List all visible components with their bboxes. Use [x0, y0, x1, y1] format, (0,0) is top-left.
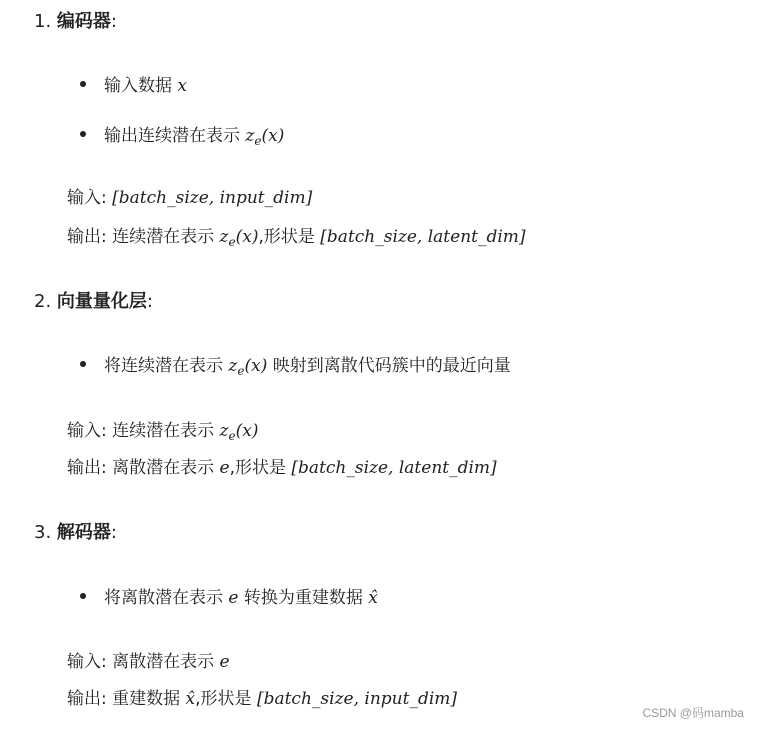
section-name: 解码器 [56, 522, 111, 543]
section-number: 2. [34, 291, 52, 312]
input-line: 输入: [batch_size, input_dim] [67, 188, 313, 208]
bullet-item: 将连续潜在表示 $z_e(x)$ 映射到离散代码簇中的最近向量 [80, 354, 511, 383]
input-line: 输入: 离散潜在表示 e [67, 652, 230, 672]
output-line: 输出: 重建数据 x̂,形状是 [batch_size, input_dim] [67, 689, 458, 709]
bullet-dot-icon [80, 361, 86, 367]
bullet-dot-icon [80, 81, 86, 87]
bullet-dot-icon [80, 131, 86, 137]
input-line: 输入: 连续潜在表示 $z_e(x)$ [67, 421, 259, 443]
section-number: 3. [34, 522, 52, 543]
watermark: CSDN @码mamba [642, 706, 744, 720]
section-title-encoder: 1. 编码器: [34, 11, 117, 32]
section-name: 编码器 [56, 11, 111, 32]
bullet-dot-icon [80, 593, 86, 599]
section-number: 1. [34, 11, 52, 32]
output-line: 输出: 离散潜在表示 e,形状是 [batch_size, latent_dim] [67, 458, 497, 478]
section-name: 向量量化层 [56, 291, 147, 312]
bullet-item: 输出连续潜在表示 $z_e(x)$ [80, 124, 284, 153]
section-title-decoder: 3. 解码器: [34, 522, 117, 543]
section-title-vq: 2. 向量量化层: [34, 291, 153, 312]
bullet-item: 将离散潜在表示 e 转换为重建数据 x̂ [80, 586, 378, 610]
bullet-item: 输入数据 x [80, 74, 187, 98]
output-line: 输出: 连续潜在表示 $z_e(x)$,形状是 [batch_size, latent_dim] [67, 227, 526, 249]
